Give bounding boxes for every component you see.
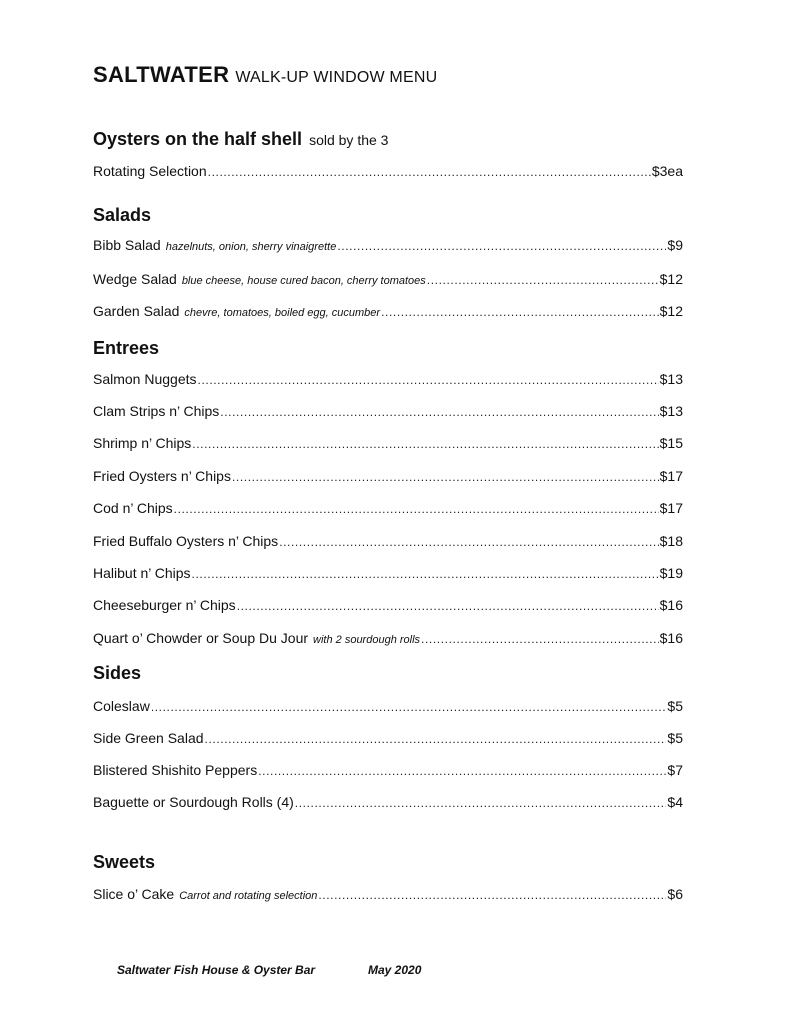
menu-item-halibut-n-chips (93, 565, 683, 587)
item-name: Baguette or Sourdough Rolls (4) (93, 794, 294, 810)
item-price: $4 (667, 794, 683, 810)
menu-item-fried-buffalo-oysters (93, 533, 683, 555)
menu-title (93, 53, 437, 90)
item-name: Clam Strips n’ Chips (93, 403, 220, 419)
item-name: Quart o’ Chowder or Soup Du Jour (93, 630, 309, 646)
item-price: $13 (659, 403, 683, 419)
item-description: blue cheese, house cured bacon, cherry tomatoes (181, 275, 426, 287)
menu-item-side-green-salad (93, 730, 683, 752)
item-name: Blistered Shishito Peppers (93, 762, 258, 778)
menu-item-cheeseburger (93, 597, 683, 619)
oysters-heading-text: Oysters on the half shell (93, 129, 303, 149)
leader-dots (220, 405, 658, 419)
menu-item-wedge-salad (93, 271, 683, 293)
leader-dots (337, 239, 666, 253)
item-name: Cod n’ Chips (93, 500, 173, 516)
leader-dots (232, 470, 659, 484)
footer-restaurant: Saltwater Fish House & Oyster Bar (117, 963, 316, 977)
item-description: Carrot and rotating selection (179, 890, 318, 902)
item-price: $5 (667, 730, 683, 746)
leader-dots (174, 502, 659, 516)
item-name: Halibut n’ Chips (93, 565, 191, 581)
item-price: $15 (659, 435, 683, 451)
section-heading-salads: Salads (93, 205, 152, 225)
section-heading-sides: Sides (93, 663, 142, 683)
footer-date: May 2020 (368, 963, 422, 977)
item-name: Fried Oysters n’ Chips (93, 468, 231, 484)
item-name: Salmon Nuggets (93, 371, 197, 387)
item-name: Slice o’ Cake (93, 886, 175, 902)
item-name: Cheeseburger n’ Chips (93, 597, 236, 613)
menu-item-slice-of-cake (93, 886, 683, 908)
item-price: $17 (659, 468, 683, 484)
menu-item-shishito-peppers (93, 762, 683, 784)
item-price: $17 (659, 500, 683, 516)
item-price: $12 (659, 271, 683, 287)
leader-dots (421, 632, 659, 646)
leader-dots (381, 305, 659, 319)
menu-item-bibb-salad (93, 237, 683, 259)
section-heading-oysters (93, 129, 388, 150)
menu-item-rotating-selection (93, 163, 683, 185)
item-name: Fried Buffalo Oysters n’ Chips (93, 533, 279, 549)
menu-item-shrimp-n-chips (93, 435, 683, 457)
item-price: $13 (659, 371, 683, 387)
item-price: $16 (659, 597, 683, 613)
item-name: Bibb Salad (93, 237, 161, 253)
item-price: $18 (659, 533, 683, 549)
menu-item-clam-strips (93, 403, 683, 425)
menu-item-cod-n-chips (93, 500, 683, 522)
item-name: Rotating Selection (93, 163, 207, 179)
item-name: Garden Salad (93, 303, 180, 319)
item-price: $9 (667, 237, 683, 253)
leader-dots (279, 535, 658, 549)
item-price: $7 (667, 762, 683, 778)
item-name: Side Green Salad (93, 730, 204, 746)
item-description: hazelnuts, onion, sherry vinaigrette (165, 241, 337, 253)
menu-item-chowder (93, 630, 683, 652)
section-heading-entrees: Entrees (93, 338, 160, 358)
leader-dots (151, 700, 667, 714)
leader-dots (208, 165, 651, 179)
menu-item-fried-oysters (93, 468, 683, 490)
item-price: $16 (659, 630, 683, 646)
leader-dots (192, 437, 658, 451)
item-name: Wedge Salad (93, 271, 177, 287)
item-price: $3ea (651, 163, 683, 179)
item-description: chevre, tomatoes, boiled egg, cucumber (184, 307, 381, 319)
menu-item-coleslaw (93, 698, 683, 720)
item-price: $19 (659, 565, 683, 581)
leader-dots (205, 732, 667, 746)
leader-dots (258, 764, 666, 778)
item-price: $12 (659, 303, 683, 319)
page-footer (117, 963, 422, 977)
item-price: $5 (667, 698, 683, 714)
leader-dots (318, 888, 666, 902)
item-name: Shrimp n’ Chips (93, 435, 192, 451)
menu-item-salmon-nuggets (93, 371, 683, 393)
leader-dots (427, 273, 659, 287)
oysters-note: sold by the 3 (309, 132, 389, 148)
item-name: Coleslaw (93, 698, 150, 714)
item-price: $6 (667, 886, 683, 902)
leader-dots (295, 796, 667, 810)
section-heading-sweets: Sweets (93, 852, 156, 872)
menu-brand: SALTWATER (93, 62, 230, 87)
menu-subtitle: WALK-UP WINDOW MENU (235, 69, 438, 86)
leader-dots (237, 599, 659, 613)
leader-dots (198, 373, 659, 387)
item-description: with 2 sourdough rolls (313, 634, 421, 646)
menu-item-rolls (93, 794, 683, 816)
menu-item-garden-salad (93, 303, 683, 325)
leader-dots (192, 567, 659, 581)
